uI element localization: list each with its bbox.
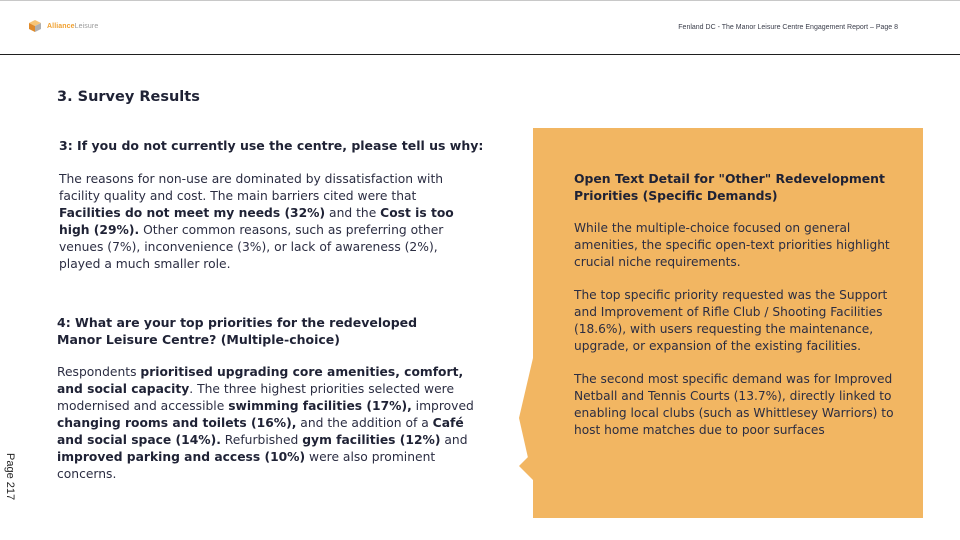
logo-text-leisure: Leisure	[74, 22, 99, 30]
logo-text	[47, 23, 98, 30]
q4-text-4: and the addition of a	[296, 416, 433, 430]
q4-highlight-priorities: prioritised upgrading core amenities, comfort, and social capacity	[57, 365, 464, 396]
q3-text-2: and the	[325, 206, 381, 220]
q4-highlight-parking: improved parking and access (10%)	[57, 450, 306, 464]
logo-text-alliance: Alliance	[47, 22, 75, 30]
alliance-leisure-logo	[28, 19, 98, 33]
q3-highlight-facilities: Facilities do not meet my needs (32%)	[59, 206, 326, 220]
q3-highlight-cost: Cost is too high (29%).	[59, 206, 454, 237]
question-4-heading: 4: What are your top priorities for the redeveloped Manor Leisure Centre? (Multiple-choice)	[57, 315, 418, 347]
q4-text-6: and	[440, 433, 468, 447]
q4-text-2: . The three highest priorities selected were modernised and accessible	[57, 382, 455, 413]
section-title: 3. Survey Results	[57, 89, 200, 105]
page-header	[0, 1, 960, 55]
q4-text-3: improved	[411, 399, 474, 413]
q4-highlight-cafe: Café and social space (14%).	[57, 416, 464, 447]
page-number: Page 217	[4, 453, 16, 501]
callout-content	[574, 170, 894, 455]
question-3-heading: 3: If you do not currently use the centre, please tell us why:	[59, 138, 484, 153]
header-divider	[0, 54, 960, 55]
logo-cube-icon	[28, 19, 42, 33]
q4-text-7: were also prominent concerns.	[57, 450, 436, 481]
q4-text-1: Respondents	[57, 365, 141, 379]
q4-highlight-changing-rooms: changing rooms and toilets (16%),	[57, 416, 297, 430]
q3-text-3: Other common reasons, such as preferring other venues (7%), inconvenience (3%), or lack of awareness (2%), played a much smaller role.	[59, 223, 444, 271]
callout-paragraph-rifle-club: The top specific priority requested was the Support and Improvement of Rifle Club / Shooting Facilities (18.6%), with users requesting the maintenance, upgrade, or expansion of the existing facilities.	[574, 288, 888, 353]
q4-text-5: Refurbished	[220, 433, 303, 447]
open-text-callout-box	[533, 128, 923, 518]
report-title: Fenland DC - The Manor Leisure Centre Engagement Report – Page 8	[678, 24, 898, 31]
q3-text-1: The reasons for non-use are dominated by dissatisfaction with facility quality and cost. The main barriers cited were that	[59, 172, 444, 203]
callout-paragraph-intro: While the multiple-choice focused on general amenities, the specific open-text priorities highlight crucial niche requirements.	[574, 221, 890, 269]
callout-heading: Open Text Detail for "Other" Redevelopment Priorities (Specific Demands)	[574, 171, 885, 203]
question-3-summary	[59, 171, 479, 273]
q4-highlight-gym: gym facilities (12%)	[302, 433, 441, 447]
q4-highlight-swimming: swimming facilities (17%),	[228, 399, 412, 413]
question-4-summary	[57, 364, 475, 483]
callout-paragraph-netball-tennis: The second most specific demand was for Improved Netball and Tennis Courts (13.7%), directly linked to enabling local clubs (such as Whittlesey Warriors) to host home matches due to poor surfaces	[574, 372, 894, 437]
